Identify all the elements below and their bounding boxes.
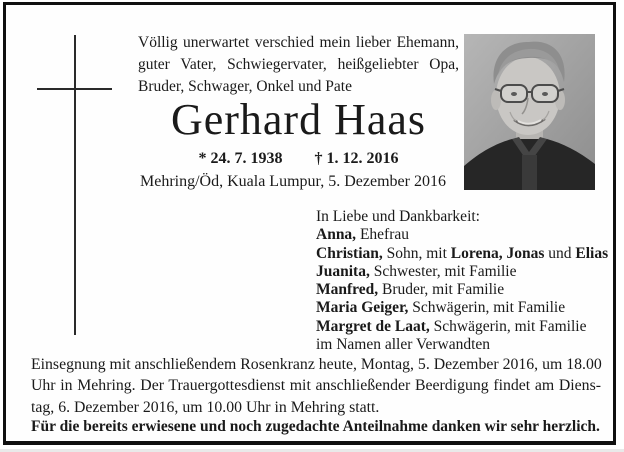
- mourner-name: Manfred,: [316, 281, 379, 299]
- place-date-line: Mehring/Öd, Kuala Lumpur, 5. Dezember 2016: [140, 173, 446, 190]
- mourner-entry: [316, 226, 606, 244]
- portrait-illustration: [464, 34, 595, 190]
- text-line: Bruder, Schwager, Onkel und Pate: [138, 78, 352, 95]
- mourner-relation: Ehefrau: [356, 226, 409, 244]
- mourner-relation: Schwester, mit Familie: [369, 262, 517, 280]
- mourner-relation: Schwägerin, mit Familie: [408, 299, 566, 317]
- cross-icon: [74, 35, 76, 335]
- mourner-entry: [316, 299, 606, 317]
- deceased-photo: [464, 34, 595, 190]
- mourners-block: [316, 208, 609, 354]
- mourner-relation: Bruder, mit Familie: [378, 281, 505, 299]
- mourners-list: [316, 226, 609, 336]
- text-line: guter Vater, Schwiegervater, heißgeliebter Opa,: [138, 56, 459, 73]
- mourner-name: Margret de Laat,: [316, 317, 430, 335]
- mourner-relation: Sohn, mit: [382, 244, 451, 262]
- text-line: Völlig unerwartet verschied mein lieber Ehemann,: [138, 34, 459, 51]
- mourner-name: Elias: [575, 244, 609, 262]
- mourners-closing: im Namen aller Verwandten: [316, 336, 491, 354]
- birth-date: * 24. 7. 1938: [198, 150, 283, 167]
- life-dates: [138, 150, 459, 168]
- mourner-name: Anna,: [316, 226, 357, 244]
- funeral-text: [31, 354, 601, 418]
- mourner-name: Juanita,: [316, 262, 370, 280]
- intro-text: [138, 32, 459, 98]
- text-line: Uhr in Mehring. Der Trauergottesdienst mit anschließender Beerdigung findet am Diens-: [31, 377, 601, 395]
- mourner-relation: Schwägerin, mit Familie: [429, 317, 587, 335]
- mourner-name: Lorena, Jonas: [450, 244, 545, 262]
- mourner-entry: [316, 318, 606, 336]
- text-line: Einsegnung mit anschließendem Rosenkranz heute, Montag, 5. Dezember 2016, um 18.00: [31, 356, 602, 373]
- thanks-line: Für die bereits erwiesene und noch zugedachte Anteilnahme danken wir sehr herzlich.: [31, 418, 600, 435]
- mourner-name: Maria Geiger,: [316, 299, 409, 317]
- mourner-entry: [316, 263, 606, 281]
- obituary-card: [3, 2, 616, 445]
- deceased-name: Gerhard Haas: [170, 95, 427, 144]
- mourner-relation: und: [544, 244, 576, 262]
- mourner-entry: [316, 244, 609, 263]
- mourner-name: Christian,: [316, 244, 383, 262]
- mourner-entry: [316, 281, 606, 299]
- death-date: † 1. 12. 2016: [314, 150, 399, 167]
- text-line: tag, 6. Dezember 2016, um 10.00 Uhr in Mehring statt.: [31, 398, 380, 416]
- cross-icon-bar: [37, 88, 112, 90]
- mourners-heading: In Liebe und Dankbarkeit:: [316, 208, 480, 225]
